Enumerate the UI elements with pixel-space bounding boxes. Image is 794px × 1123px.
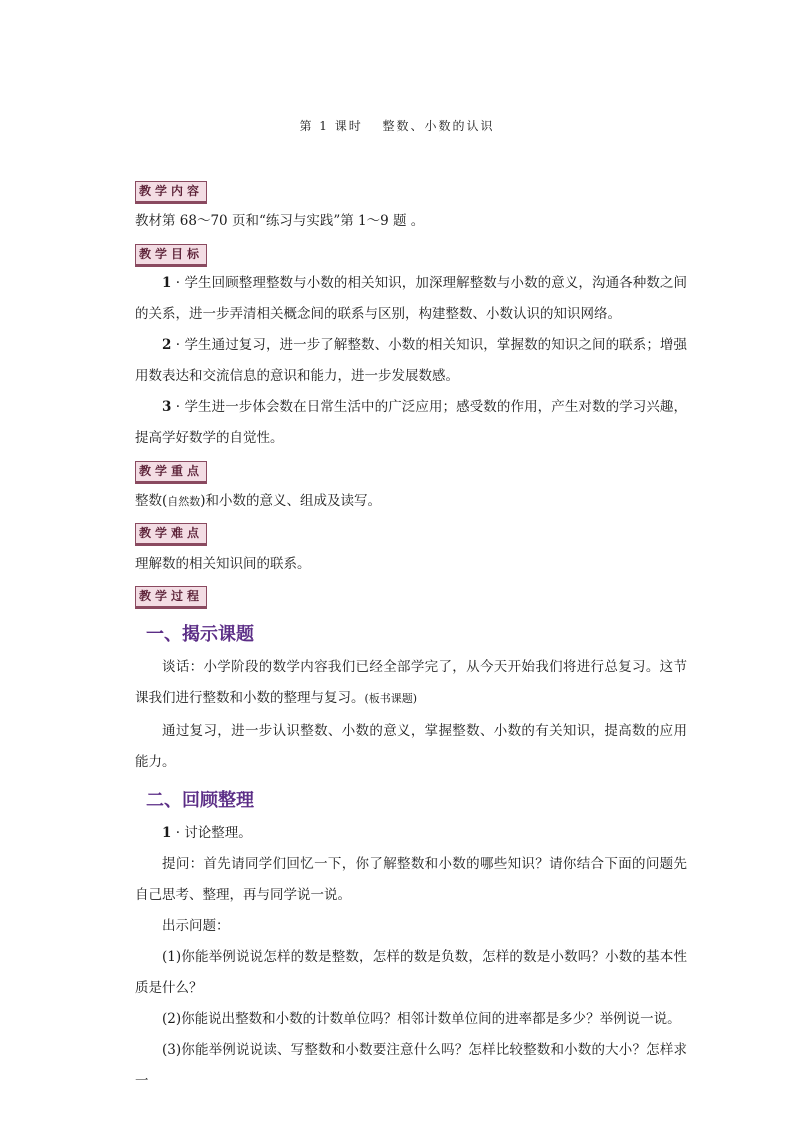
- badge-difficulties: 教学难点: [135, 523, 207, 546]
- key-points-text-small: 自然数: [167, 495, 201, 508]
- objective-1-number: 1: [162, 275, 172, 291]
- difficulties-text: 理解数的相关知识间的联系。: [135, 556, 311, 572]
- part2-step-1-number: 1: [162, 825, 172, 841]
- key-points-text: [135, 486, 687, 517]
- objective-3-number: 3: [162, 399, 172, 415]
- objective-1: [135, 268, 687, 330]
- question-2: (2)你能说出整数和小数的计数单位吗？相邻计数单位间的进率都是多少？举例说一说。: [162, 1011, 681, 1027]
- objective-3: [135, 392, 687, 454]
- part1-talk-note: (板书课题): [364, 692, 418, 705]
- objective-3-text: · 学生进一步体会数在日常生活中的广泛应用；感受数的作用，产生对数的学习兴趣，提高学好数学的自觉性。: [135, 399, 687, 446]
- lesson-title: 第 1 课时 整数、小数的认识: [299, 119, 495, 133]
- part2-show: 出示问题：: [162, 918, 230, 934]
- objective-2-text: · 学生通过复习，进一步了解整数、小数的相关知识，掌握数的知识之间的联系；增强用数表达和交流信息的意识和能力，进一步发展数感。: [135, 337, 687, 384]
- part2-heading: 二、回顾整理: [146, 790, 254, 811]
- part2-step-1: [135, 818, 687, 849]
- part1-talk-main: 谈话：小学阶段的数学内容我们已经全部学完了，从今天开始我们将进行总复习。这节课我们进行整数和小数的整理与复习。: [135, 659, 687, 706]
- badge-teaching-objectives: 教学目标: [135, 244, 207, 267]
- objective-2-number: 2: [162, 337, 172, 353]
- badge-key-points: 教学重点: [135, 461, 207, 484]
- part2-ask: 提问：首先请同学们回忆一下，你了解整数和小数的哪些知识？请你结合下面的问题先自己思考、整理，再与同学说一说。: [135, 856, 687, 903]
- question-3: (3)你能举例说说读、写整数和小数要注意什么吗？怎样比较整数和小数的大小？怎样求一: [135, 1042, 687, 1089]
- objective-2: [135, 330, 687, 392]
- badge-teaching-process: 教学过程: [135, 586, 207, 609]
- question-1: (1)你能举例说说怎样的数是整数，怎样的数是负数，怎样的数是小数吗？小数的基本性质是什么？: [135, 949, 687, 996]
- key-points-text-before: 整数(: [135, 493, 168, 509]
- objective-1-text: · 学生回顾整理整数与小数的相关知识，加深理解整数与小数的意义，沟通各种数之间的关系，进一步弄清相关概念间的联系与区别，构建整数、小数认识的知识网络。: [135, 275, 687, 322]
- part2-step-1-text: · 讨论整理。: [171, 825, 252, 841]
- part1-goal: 通过复习，进一步认识整数、小数的意义，掌握整数、小数的有关知识，提高数的应用能力。: [135, 723, 687, 770]
- part1-heading: 一、揭示课题: [146, 624, 254, 645]
- teaching-content-text: 教材第 68～70 页和“练习与实践”第 1～9 题 。: [135, 213, 425, 229]
- part1-talk: [135, 652, 687, 714]
- badge-teaching-content: 教学内容: [135, 181, 207, 204]
- key-points-text-after: )和小数的意义、组成及读写。: [200, 493, 382, 509]
